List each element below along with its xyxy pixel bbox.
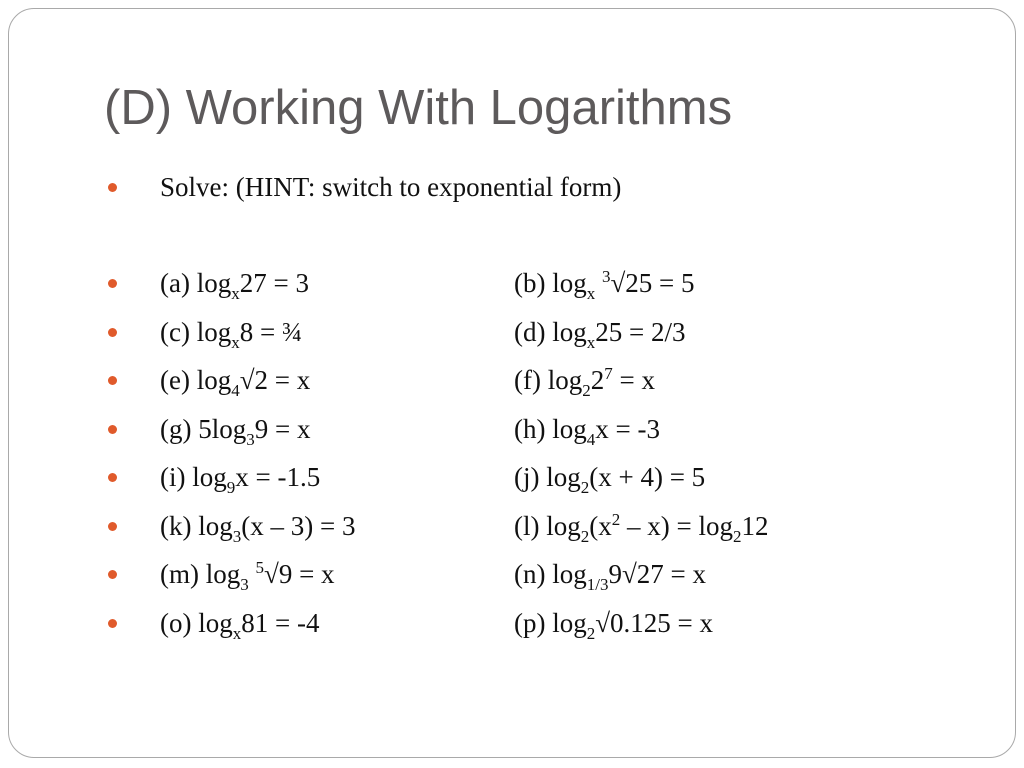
- problem-left: [160, 315, 302, 353]
- problem-text: 27 = 3: [239, 268, 309, 298]
- problem-text: 8 = ¾: [239, 316, 303, 347]
- log-base: 2: [580, 526, 590, 546]
- problem-text: (e) log: [160, 365, 232, 395]
- log-base: 4: [231, 381, 240, 400]
- problem-text: (i) log: [160, 462, 227, 492]
- problem-text: (c) log: [160, 316, 232, 347]
- log-base: 2: [586, 623, 596, 643]
- circle-bullet-icon: [108, 570, 117, 579]
- problem-text: (j) log: [514, 462, 581, 492]
- problem-text: (p) log: [514, 607, 587, 638]
- problem-text: (m) log: [160, 559, 241, 589]
- slide-title: (D) Working With Logarithms: [104, 81, 733, 135]
- problem-right: [514, 460, 705, 498]
- circle-bullet-icon: [108, 425, 117, 434]
- problem-text: 2: [590, 365, 605, 395]
- circle-bullet-icon: [108, 473, 117, 482]
- log-base: x: [586, 332, 596, 352]
- log-base: x: [232, 623, 242, 643]
- problem-text: (x: [589, 510, 612, 541]
- log-base: 2: [580, 478, 590, 497]
- exponent: 3: [601, 267, 611, 286]
- problem-text: 12: [741, 510, 769, 541]
- problem-left: [160, 460, 320, 498]
- exponent: 7: [604, 364, 613, 383]
- problem-text: (l) log: [514, 510, 581, 541]
- problem-text: √2 = x: [239, 365, 311, 395]
- problem-left: [160, 606, 319, 644]
- problem-text: (d) log: [514, 316, 587, 347]
- problem-left: [160, 557, 335, 595]
- problem-text: 81 = -4: [241, 607, 320, 638]
- circle-bullet-icon: [108, 522, 117, 531]
- problem-text: [249, 559, 256, 589]
- problem-text: (b) log: [514, 268, 587, 298]
- circle-bullet-icon: [108, 619, 117, 628]
- problem-left: [160, 266, 309, 304]
- log-base: 2: [582, 381, 591, 400]
- log-base: 3: [232, 526, 242, 546]
- problem-right: [514, 412, 660, 450]
- problem-text: (k) log: [160, 510, 233, 541]
- problem-right: [514, 606, 713, 644]
- circle-bullet-icon: [108, 328, 117, 337]
- problem-text: 9 = x: [254, 413, 311, 444]
- problem-text: √0.125 = x: [595, 607, 714, 638]
- problem-text: = x: [612, 365, 655, 395]
- problem-left: [160, 509, 355, 547]
- problem-text: x = -3: [595, 413, 660, 444]
- log-base: 4: [586, 429, 596, 449]
- problem-text: (h) log: [514, 413, 587, 444]
- log-base: x: [231, 284, 240, 303]
- problem-text: 9√27 = x: [608, 559, 707, 589]
- problem-right: [514, 266, 695, 304]
- problem-right: [514, 557, 706, 595]
- circle-bullet-icon: [108, 183, 117, 192]
- problem-text: – x) = log: [620, 510, 733, 541]
- circle-bullet-icon: [108, 376, 117, 385]
- problem-left: [160, 363, 310, 401]
- log-base: 9: [226, 478, 236, 497]
- circle-bullet-icon: [108, 279, 117, 288]
- log-base: 3: [246, 429, 255, 449]
- problem-left: [160, 412, 310, 450]
- problem-text: (x + 4) = 5: [589, 462, 706, 492]
- exponent: 5: [255, 558, 264, 577]
- problem-text: (x – 3) = 3: [241, 510, 356, 541]
- problem-text: √9 = x: [264, 559, 335, 589]
- problem-text: √25 = 5: [610, 268, 695, 298]
- problem-text: [595, 268, 602, 298]
- problem-text: (f) log: [514, 365, 583, 395]
- log-base: x: [231, 332, 240, 352]
- problem-text: (o) log: [160, 607, 233, 638]
- problem-text: (a) log: [160, 268, 232, 298]
- problem-right: [514, 315, 685, 353]
- instruction-text: Solve: (HINT: switch to exponential form): [160, 172, 622, 202]
- problem-right: [514, 363, 655, 401]
- log-base: 1/3: [586, 575, 609, 594]
- log-base: 3: [240, 575, 249, 594]
- problem-right: [514, 509, 768, 547]
- log-base: 2: [732, 526, 742, 546]
- problem-text: (n) log: [514, 559, 587, 589]
- problem-text: 25 = 2/3: [595, 316, 686, 347]
- problem-text: x = -1.5: [235, 462, 321, 492]
- exponent: 2: [611, 509, 621, 529]
- log-base: x: [586, 284, 596, 303]
- problem-text: (g) 5log: [160, 413, 247, 444]
